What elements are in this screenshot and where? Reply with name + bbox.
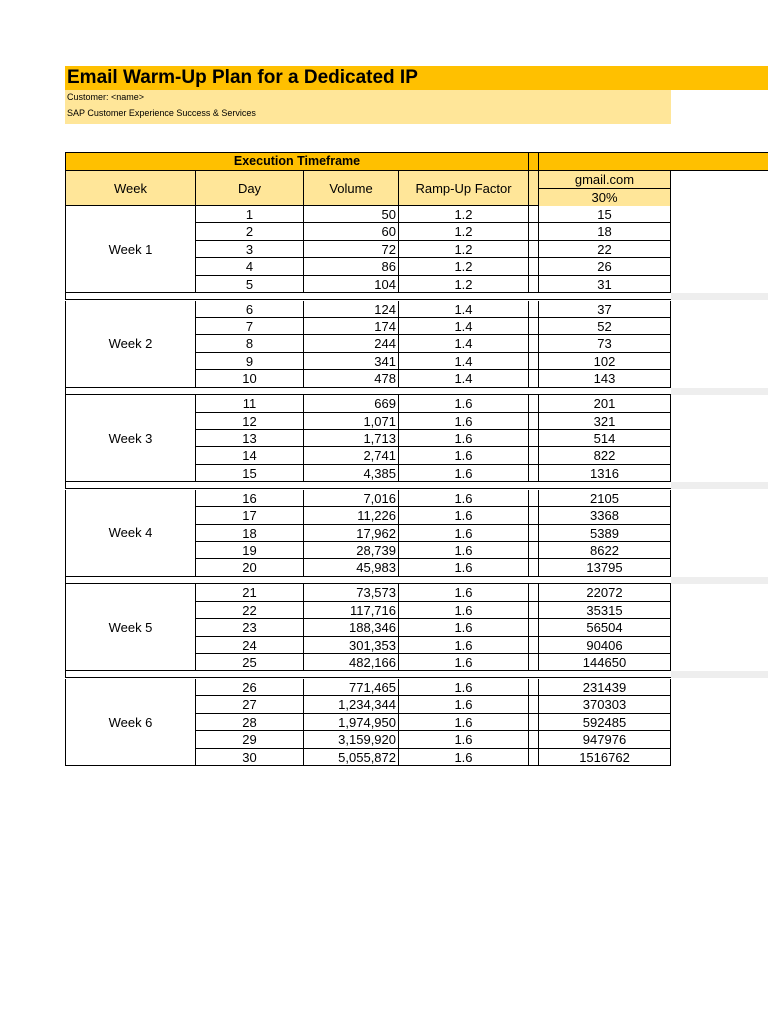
- gmail-volume-cell: 947976: [539, 731, 671, 748]
- volume-cell: 188,346: [304, 619, 399, 636]
- ramp-factor-cell: 1.6: [399, 619, 529, 636]
- gap-cell: [529, 749, 539, 766]
- gmail-volume-cell: 56504: [539, 619, 671, 636]
- day-cell: 29: [196, 731, 304, 748]
- ramp-factor-cell: 1.6: [399, 447, 529, 464]
- gmail-volume-cell: 15: [539, 206, 671, 223]
- week-separator-shade: [671, 482, 768, 489]
- week-label: Week 5: [65, 584, 196, 671]
- gap-cell: [529, 335, 539, 352]
- ramp-factor-cell: 1.6: [399, 654, 529, 671]
- volume-cell: 669: [304, 395, 399, 412]
- volume-cell: 50: [304, 206, 399, 223]
- volume-cell: 17,962: [304, 525, 399, 542]
- volume-cell: 482,166: [304, 654, 399, 671]
- week-separator-shade: [671, 671, 768, 678]
- gap-cell: [529, 619, 539, 636]
- day-cell: 21: [196, 584, 304, 601]
- day-cell: 18: [196, 525, 304, 542]
- gap-cell: [529, 559, 539, 576]
- gmail-volume-cell: 52: [539, 318, 671, 335]
- day-cell: 22: [196, 602, 304, 619]
- ramp-factor-cell: 1.6: [399, 584, 529, 601]
- week-separator: [65, 577, 671, 584]
- gap-cell: [529, 507, 539, 524]
- customer-line: Customer: <name>: [67, 92, 145, 102]
- gap-cell: [529, 223, 539, 240]
- day-cell: 1: [196, 206, 304, 223]
- week-separator: [65, 671, 671, 678]
- volume-cell: 7,016: [304, 490, 399, 507]
- day-cell: 7: [196, 318, 304, 335]
- gmail-volume-cell: 22072: [539, 584, 671, 601]
- gmail-volume-cell: 22: [539, 241, 671, 258]
- day-cell: 26: [196, 679, 304, 696]
- day-cell: 4: [196, 258, 304, 275]
- ramp-factor-cell: 1.4: [399, 318, 529, 335]
- day-cell: 16: [196, 490, 304, 507]
- ramp-factor-cell: 1.6: [399, 490, 529, 507]
- gap-cell: [529, 696, 539, 713]
- day-cell: 5: [196, 276, 304, 293]
- volume-cell: 117,716: [304, 602, 399, 619]
- day-cell: 23: [196, 619, 304, 636]
- gap-cell: [529, 395, 539, 412]
- gmail-volume-cell: 8622: [539, 542, 671, 559]
- org-line: SAP Customer Experience Success & Services: [67, 108, 256, 118]
- gmail-volume-cell: 822: [539, 447, 671, 464]
- ramp-factor-cell: 1.4: [399, 335, 529, 352]
- ramp-factor-cell: 1.6: [399, 602, 529, 619]
- volume-cell: 4,385: [304, 465, 399, 482]
- volume-cell: 1,071: [304, 413, 399, 430]
- gap-cell: [529, 370, 539, 387]
- day-cell: 13: [196, 430, 304, 447]
- day-cell: 6: [196, 301, 304, 318]
- ramp-factor-cell: 1.6: [399, 542, 529, 559]
- gap-cell: [529, 430, 539, 447]
- day-cell: 28: [196, 714, 304, 731]
- gap-cell: [529, 637, 539, 654]
- week-label: Week 2: [65, 301, 196, 388]
- volume-cell: 104: [304, 276, 399, 293]
- week-label: Week 3: [65, 395, 196, 482]
- gmail-volume-cell: 231439: [539, 679, 671, 696]
- week-separator: [65, 482, 671, 489]
- page-title: Email Warm-Up Plan for a Dedicated IP: [67, 67, 418, 88]
- ramp-factor-cell: 1.6: [399, 395, 529, 412]
- gap-cell: [529, 258, 539, 275]
- gmail-volume-cell: 592485: [539, 714, 671, 731]
- day-cell: 30: [196, 749, 304, 766]
- col-header-ramp: Ramp-Up Factor: [399, 171, 529, 206]
- week-separator-shade: [671, 577, 768, 584]
- ramp-factor-cell: 1.6: [399, 731, 529, 748]
- gmail-volume-cell: 35315: [539, 602, 671, 619]
- volume-cell: 3,159,920: [304, 731, 399, 748]
- volume-cell: 771,465: [304, 679, 399, 696]
- week-separator: [65, 388, 671, 395]
- gap-cell: [529, 276, 539, 293]
- gmail-volume-cell: 5389: [539, 525, 671, 542]
- day-cell: 17: [196, 507, 304, 524]
- gap-cell: [529, 465, 539, 482]
- gmail-volume-cell: 370303: [539, 696, 671, 713]
- col-header-provider-share: 30%: [539, 189, 671, 206]
- day-cell: 8: [196, 335, 304, 352]
- ramp-factor-cell: 1.6: [399, 696, 529, 713]
- day-cell: 15: [196, 465, 304, 482]
- section-header-bar: [65, 152, 529, 171]
- gmail-volume-cell: 144650: [539, 654, 671, 671]
- day-cell: 2: [196, 223, 304, 240]
- gap-cell: [529, 602, 539, 619]
- day-cell: 20: [196, 559, 304, 576]
- ramp-factor-cell: 1.6: [399, 465, 529, 482]
- volume-cell: 60: [304, 223, 399, 240]
- gap-cell: [529, 679, 539, 696]
- gmail-volume-cell: 26: [539, 258, 671, 275]
- gmail-volume-cell: 143: [539, 370, 671, 387]
- gmail-volume-cell: 3368: [539, 507, 671, 524]
- ramp-factor-cell: 1.6: [399, 749, 529, 766]
- volume-cell: 1,974,950: [304, 714, 399, 731]
- gmail-volume-cell: 73: [539, 335, 671, 352]
- gmail-volume-cell: 1316: [539, 465, 671, 482]
- gmail-volume-cell: 18: [539, 223, 671, 240]
- ramp-factor-cell: 1.2: [399, 258, 529, 275]
- title-bar: [65, 66, 768, 90]
- week-separator: [65, 293, 671, 300]
- gmail-volume-cell: 37: [539, 301, 671, 318]
- ramp-factor-cell: 1.2: [399, 223, 529, 240]
- ramp-factor-cell: 1.6: [399, 413, 529, 430]
- ramp-factor-cell: 1.6: [399, 559, 529, 576]
- ramp-factor-cell: 1.4: [399, 370, 529, 387]
- week-separator-shade: [671, 388, 768, 395]
- gap-cell: [529, 447, 539, 464]
- gap-cell: [529, 353, 539, 370]
- col-header-volume: Volume: [304, 171, 399, 206]
- gap-cell: [529, 490, 539, 507]
- gap-cell: [529, 542, 539, 559]
- ramp-factor-cell: 1.6: [399, 679, 529, 696]
- gmail-volume-cell: 2105: [539, 490, 671, 507]
- volume-cell: 478: [304, 370, 399, 387]
- day-cell: 3: [196, 241, 304, 258]
- gap-cell: [529, 584, 539, 601]
- volume-cell: 86: [304, 258, 399, 275]
- volume-cell: 11,226: [304, 507, 399, 524]
- subtitle-bar: [65, 90, 671, 124]
- day-cell: 27: [196, 696, 304, 713]
- gmail-volume-cell: 201: [539, 395, 671, 412]
- gmail-volume-cell: 31: [539, 276, 671, 293]
- ramp-factor-cell: 1.4: [399, 301, 529, 318]
- section-header-right: [539, 152, 768, 171]
- week-label: Week 4: [65, 490, 196, 577]
- volume-cell: 244: [304, 335, 399, 352]
- ramp-factor-cell: 1.4: [399, 353, 529, 370]
- volume-cell: 1,234,344: [304, 696, 399, 713]
- volume-cell: 45,983: [304, 559, 399, 576]
- gap-cell: [529, 206, 539, 223]
- week-separator-shade: [671, 293, 768, 300]
- day-cell: 25: [196, 654, 304, 671]
- col-header-week: Week: [65, 171, 196, 206]
- gmail-volume-cell: 321: [539, 413, 671, 430]
- gap-cell: [529, 318, 539, 335]
- day-cell: 9: [196, 353, 304, 370]
- gmail-volume-cell: 1516762: [539, 749, 671, 766]
- day-cell: 12: [196, 413, 304, 430]
- ramp-factor-cell: 1.6: [399, 637, 529, 654]
- day-cell: 24: [196, 637, 304, 654]
- volume-cell: 124: [304, 301, 399, 318]
- day-cell: 19: [196, 542, 304, 559]
- gap-cell: [529, 731, 539, 748]
- gap-cell: [529, 241, 539, 258]
- ramp-factor-cell: 1.6: [399, 525, 529, 542]
- ramp-factor-cell: 1.2: [399, 206, 529, 223]
- gap-cell: [529, 654, 539, 671]
- volume-cell: 174: [304, 318, 399, 335]
- section-header: Execution Timeframe: [233, 154, 361, 168]
- gmail-volume-cell: 514: [539, 430, 671, 447]
- gmail-volume-cell: 13795: [539, 559, 671, 576]
- gap-cell: [529, 301, 539, 318]
- day-cell: 11: [196, 395, 304, 412]
- col-header-day: Day: [196, 171, 304, 206]
- volume-cell: 72: [304, 241, 399, 258]
- gap-cell: [529, 525, 539, 542]
- volume-cell: 2,741: [304, 447, 399, 464]
- week-label: Week 6: [65, 679, 196, 766]
- volume-cell: 28,739: [304, 542, 399, 559]
- ramp-factor-cell: 1.2: [399, 276, 529, 293]
- volume-cell: 73,573: [304, 584, 399, 601]
- gap-cell: [529, 714, 539, 731]
- gmail-volume-cell: 102: [539, 353, 671, 370]
- ramp-factor-cell: 1.2: [399, 241, 529, 258]
- ramp-factor-cell: 1.6: [399, 714, 529, 731]
- ramp-factor-cell: 1.6: [399, 430, 529, 447]
- col-header-gap: [529, 171, 539, 206]
- volume-cell: 301,353: [304, 637, 399, 654]
- col-header-provider: gmail.com: [539, 171, 671, 189]
- ramp-factor-cell: 1.6: [399, 507, 529, 524]
- day-cell: 10: [196, 370, 304, 387]
- volume-cell: 1,713: [304, 430, 399, 447]
- day-cell: 14: [196, 447, 304, 464]
- gap-cell: [529, 413, 539, 430]
- volume-cell: 341: [304, 353, 399, 370]
- gmail-volume-cell: 90406: [539, 637, 671, 654]
- section-header-gap: [529, 152, 539, 171]
- volume-cell: 5,055,872: [304, 749, 399, 766]
- week-label: Week 1: [65, 206, 196, 293]
